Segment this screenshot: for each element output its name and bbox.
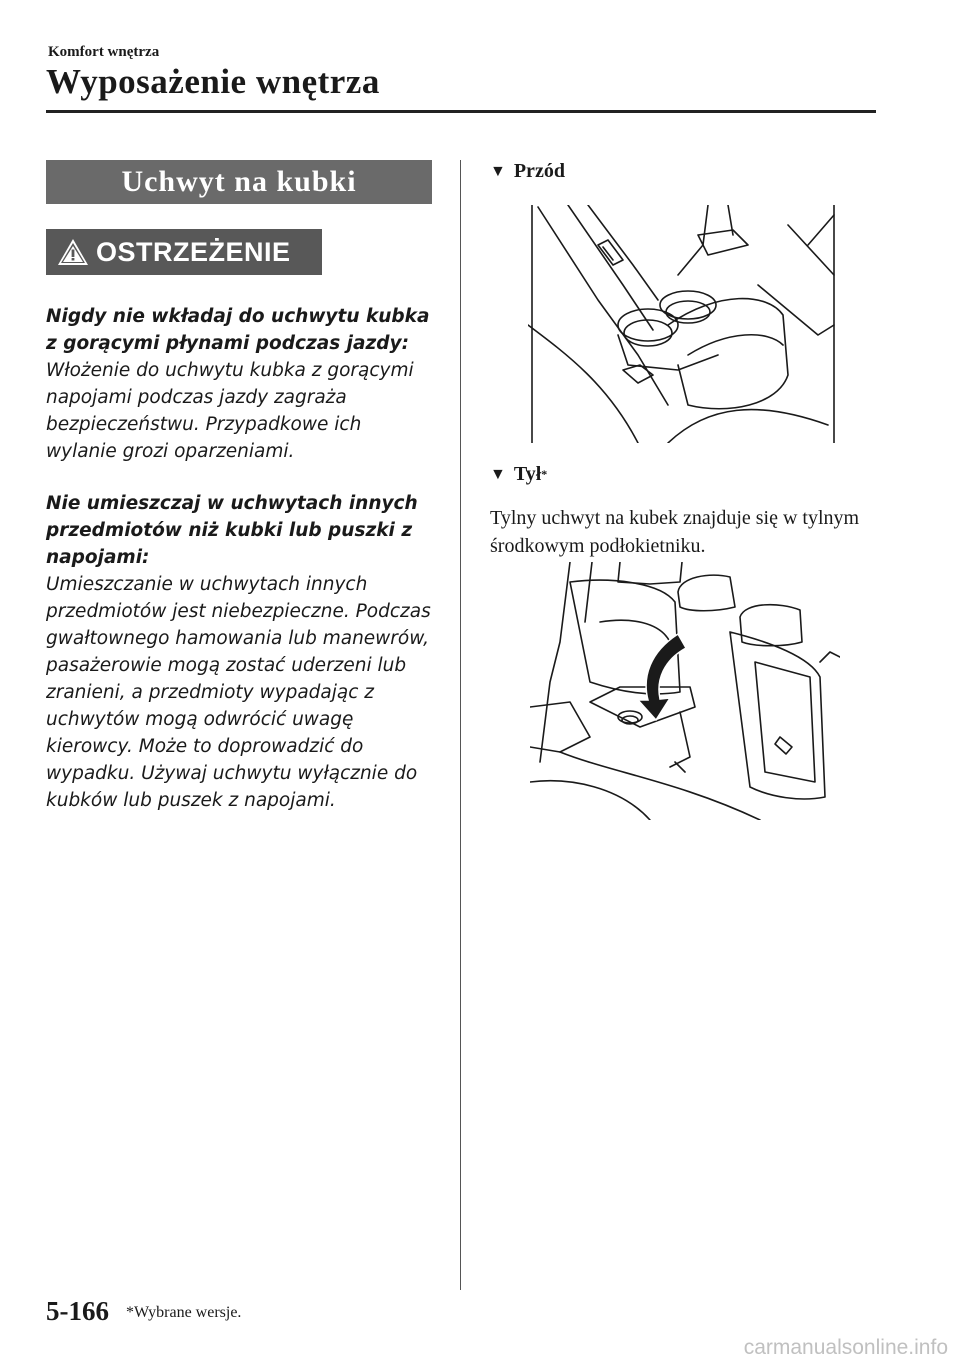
optional-marker: * [541, 467, 548, 481]
rear-heading-text: Tył [513, 463, 542, 485]
column-divider [460, 160, 461, 1290]
rear-description: Tylny uchwyt na kubek znajduje się w tylnym środkowym podłokietniku. [490, 507, 860, 557]
page-number: 5-166 [46, 1296, 109, 1326]
chapter-title: Wyposażenie wnętrza [46, 62, 380, 101]
front-cupholder-illustration [528, 205, 838, 443]
warning-heading: Nie umieszczaj w uchwytach innych przedmiotów niż kubki lub puszki z napojami: [46, 493, 418, 568]
warning-triangle-icon [56, 237, 90, 267]
warning-label: OSTRZEŻENIE [96, 236, 291, 267]
left-column [46, 160, 436, 814]
rear-section [490, 463, 890, 560]
triangle-down-icon: ▼ [490, 162, 506, 180]
topic-banner: Uchwyt na kubki [46, 160, 432, 204]
rear-armrest-illustration [530, 562, 840, 820]
warning-body: Umieszczanie w uchwytach innych przedmiotów jest niebezpieczne. Podczas gwałtownego hamowania lub manewrów, pasażerowie mogą zostać uderzeni lub zranieni, a przedmioty wypadając z uchwytów mogą odwrócić uwagę kierowcy. Może to doprowadzić do wypadku. Używaj uchwytu wyłącznie do kubków lub puszek z napojami. [46, 574, 431, 811]
front-heading [490, 160, 890, 183]
warning-block [46, 490, 436, 814]
footer-note: *Wybrane wersje. [126, 1304, 242, 1321]
watermark: carmanualsonline.info [743, 1336, 948, 1359]
right-column [490, 160, 890, 183]
warning-box [46, 229, 322, 275]
front-heading-text: Przód [513, 160, 565, 182]
triangle-down-icon: ▼ [490, 465, 506, 483]
warning-body: Włożenie do uchwytu kubka z gorącymi napojami podczas jazdy zagraża bezpieczeństwu. Przypadkowe ich wylanie grozi oparzeniami. [46, 360, 414, 462]
warning-heading: Nigdy nie wkładaj do uchwytu kubka z gorącymi płynami podczas jazdy: [46, 306, 430, 354]
rear-heading [490, 463, 890, 486]
warning-block [46, 303, 436, 465]
header-rule [46, 110, 876, 113]
section-label: Komfort wnętrza [48, 44, 160, 60]
